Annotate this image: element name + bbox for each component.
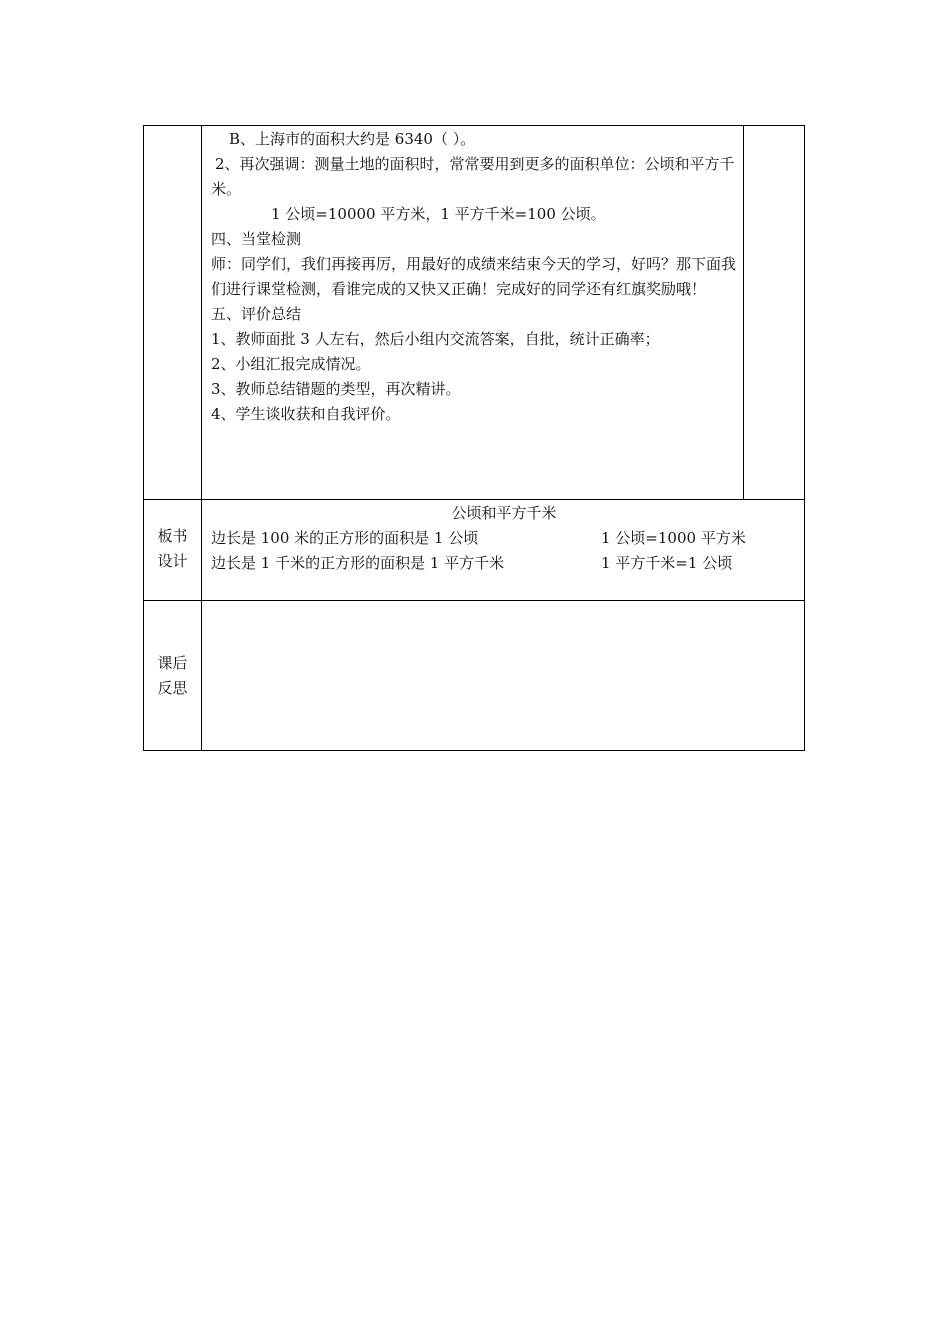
lesson-plan-table xyxy=(143,125,805,751)
label-line: 反思 xyxy=(157,679,188,697)
section-heading: 五、评价总结 xyxy=(211,305,302,323)
list-item: 4、学生谈收获和自我评价。 xyxy=(211,405,401,423)
board-right-line: 1 公顷=1000 平方米 xyxy=(601,529,746,547)
emphasis-paragraph: 2、再次强调：测量土地的面积时，常常要用到更多的面积单位：公顷和平方千米。 xyxy=(211,155,735,198)
board-design-row xyxy=(143,499,805,600)
column-divider xyxy=(201,126,202,500)
reflection-label xyxy=(144,651,201,701)
board-title: 公顷和平方千米 xyxy=(451,504,557,522)
column-divider xyxy=(743,126,744,500)
label-line: 板书 xyxy=(157,527,188,545)
unit-conversion-line: 1 公顷=10000 平方米，1 平方千米=100 公顷。 xyxy=(271,205,606,223)
list-item: 3、教师总结错题的类型，再次精讲。 xyxy=(211,380,461,398)
column-divider xyxy=(201,601,202,750)
board-design-label xyxy=(144,524,201,574)
label-line: 课后 xyxy=(157,654,188,672)
board-right-line: 1 平方千米=1 公顷 xyxy=(601,554,733,572)
section-heading: 四、当堂检测 xyxy=(211,230,302,248)
list-item: 1、教师面批 3 人左右，然后小组内交流答案，自批，统计正确率； xyxy=(211,330,660,348)
label-line: 设计 xyxy=(157,552,188,570)
reflection-row xyxy=(143,600,805,751)
board-left-line: 边长是 100 米的正方形的面积是 1 公顷 xyxy=(211,529,479,547)
exercise-b-line: B、上海市的面积大约是 6340（ ）。 xyxy=(229,130,476,148)
process-row xyxy=(143,125,805,500)
teacher-speech-paragraph: 师：同学们，我们再接再厉，用最好的成绩来结束今天的学习，好吗？那下面我们进行课堂检测，看谁完成的又快又正确！完成好的同学还有红旗奖励哦！ xyxy=(211,255,737,298)
process-content xyxy=(211,127,741,427)
board-left-line: 边长是 1 千米的正方形的面积是 1 平方千米 xyxy=(211,554,505,572)
list-item: 2、小组汇报完成情况。 xyxy=(211,355,371,373)
